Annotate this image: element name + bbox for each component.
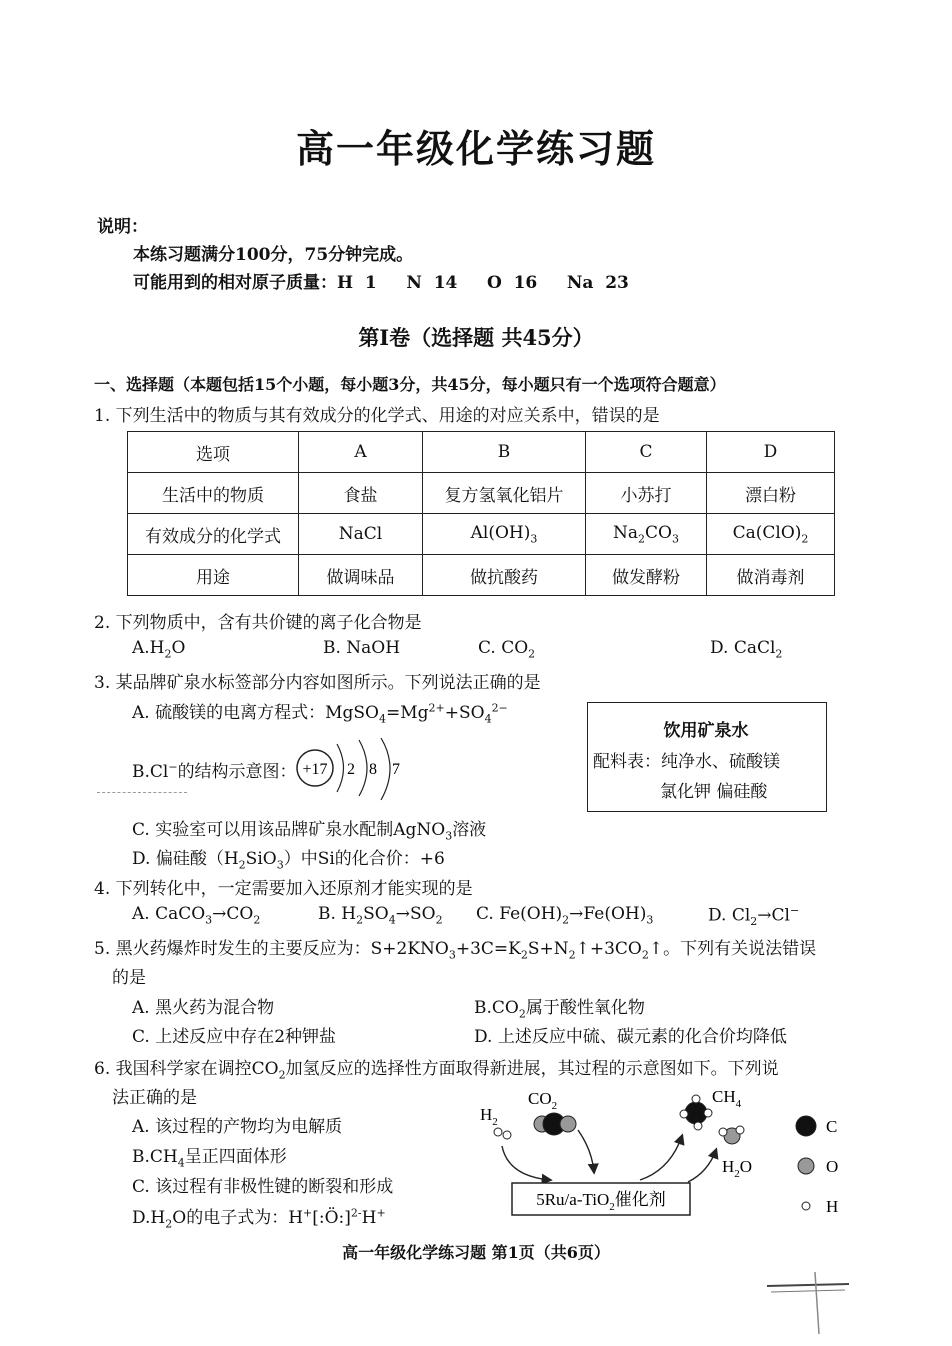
legend-o-atom xyxy=(798,1158,814,1174)
subscript: 2 xyxy=(165,1217,173,1231)
subscript: 2 xyxy=(435,913,443,927)
q2-option-a xyxy=(132,638,185,660)
q3-option-a xyxy=(132,698,508,725)
subscript: 2 xyxy=(568,948,576,962)
q3-option-c xyxy=(132,815,486,842)
legend-o-label: O xyxy=(826,1157,839,1176)
catalyst-label: 5Ru/a-TiO$_2$催化剂 xyxy=(536,1190,666,1213)
section-title: 第Ⅰ卷（选择题 共45分） xyxy=(358,325,594,350)
option-text: A. CaCO xyxy=(132,904,206,924)
notes-line2: 可能用到的相对原子质量：H 1 N 14 O 16 Na 23 xyxy=(133,273,629,293)
subscript: 2 xyxy=(356,913,364,927)
legend-h-label: H xyxy=(826,1197,839,1216)
stem-text: ↑。下列有关说法错误 xyxy=(648,939,817,959)
table-cell: 漂白粉 xyxy=(707,473,835,514)
option-text: 的结构示意图： xyxy=(177,762,297,782)
table-cell: 小苏打 xyxy=(586,473,707,514)
subscript: 2 xyxy=(253,913,261,927)
option-text: D. CaCl xyxy=(710,638,776,658)
q4-stem: 4. 下列转化中，一定需要加入还原剂才能实现的是 xyxy=(94,879,473,899)
subscript: 3 xyxy=(205,913,213,927)
table-row xyxy=(128,555,835,596)
option-text: C. 实验室可以用该品牌矿泉水配制AgNO xyxy=(132,820,446,840)
shell-count: 7 xyxy=(392,761,400,778)
option-text: SO xyxy=(363,904,389,924)
h2-label: $H_2$ xyxy=(480,1105,498,1128)
option-text: A. 硫酸镁的电离方程式：MgSO xyxy=(132,703,379,723)
option-text: D.H xyxy=(132,1208,166,1228)
table-cell: A xyxy=(299,432,423,473)
subscript: 2 xyxy=(278,1068,286,1082)
q3-option-d xyxy=(132,844,445,871)
q5-option-b xyxy=(474,993,645,1020)
h-atom xyxy=(719,1128,727,1136)
h-atom xyxy=(494,1128,502,1136)
q2-option-c xyxy=(478,638,535,660)
option-text: O的电子式为：H xyxy=(172,1208,304,1228)
superscript: − xyxy=(789,904,800,917)
option-text: SiO xyxy=(245,849,277,869)
reaction-diagram xyxy=(470,1080,870,1230)
q6-option-b xyxy=(132,1142,287,1169)
subscript: 4 xyxy=(378,712,386,726)
table-cell xyxy=(707,514,835,555)
subscript: 3 xyxy=(445,829,453,843)
q5-option-d: D. 上述反应中硫、碳元素的化合价均降低 xyxy=(474,1027,787,1047)
table-cell: B xyxy=(423,432,586,473)
table-row xyxy=(128,473,835,514)
option-text: [:Ö:] xyxy=(312,1208,351,1228)
table-cell: D xyxy=(707,432,835,473)
option-text: =Mg xyxy=(385,703,429,723)
shell-arc-1 xyxy=(337,744,344,792)
page-footer: 高一年级化学练习题 第1页（共6页） xyxy=(342,1243,610,1262)
subscript: 2 xyxy=(638,532,646,546)
option-text: →Cl xyxy=(757,905,790,926)
table-cell: 用途 xyxy=(128,555,299,596)
table-cell: 做发酵粉 xyxy=(586,555,707,596)
table-cell: 做抗酸药 xyxy=(423,555,586,596)
table-cell: C xyxy=(586,432,707,473)
h-atom xyxy=(503,1131,511,1139)
ch4-label: $CH_4$ xyxy=(712,1087,742,1110)
part1-heading-text: 一、选择题（本题包括15个小题，每小题3分，共45分，每小题只有一个选项符合题意） xyxy=(94,375,726,394)
q3-stem: 3. 某品牌矿泉水标签部分内容如图所示。下列说法正确的是 xyxy=(94,673,541,693)
superscript: 2− xyxy=(491,701,508,715)
label-title: 饮用矿泉水 xyxy=(663,721,749,741)
shell-count: 8 xyxy=(369,761,377,778)
option-text: C. CO xyxy=(478,638,529,658)
subscript: 3 xyxy=(671,532,679,546)
stem-text: 加氢反应的选择性方面取得新进展，其过程的示意图如下。下列说 xyxy=(285,1059,779,1079)
legend-h-atom xyxy=(802,1202,810,1210)
option-text: D. 偏硅酸（H xyxy=(132,849,239,869)
formula: Ca(ClO) xyxy=(732,522,802,543)
q1-table xyxy=(127,431,835,596)
part1-heading xyxy=(94,372,726,395)
formula: CO xyxy=(645,522,672,543)
option-text: →SO xyxy=(395,904,436,924)
subscript: 2 xyxy=(164,647,172,661)
option-text: 溶液 xyxy=(452,820,487,840)
table-row xyxy=(128,514,835,555)
page-title: 高一年级化学练习题 xyxy=(295,126,656,171)
q5-option-a: A. 黑火药为混合物 xyxy=(132,998,275,1018)
subscript: 2 xyxy=(238,858,246,872)
q4-option-c xyxy=(476,904,653,926)
option-text: B.CO xyxy=(474,998,519,1018)
h-atom xyxy=(736,1126,744,1134)
q4-option-a xyxy=(132,904,260,926)
superscript: 2- xyxy=(350,1206,362,1220)
option-text: 呈正四面体形 xyxy=(184,1147,287,1167)
table-cell: 复方氢氧化铝片 xyxy=(423,473,586,514)
subscript: 3 xyxy=(276,858,284,872)
table-cell: 做消毒剂 xyxy=(707,555,835,596)
arrow xyxy=(502,1146,550,1180)
stem-text: 5. 黑火药爆炸时发生的主要反应为：S+2KNO xyxy=(94,939,449,959)
q2-option-b: B. NaOH xyxy=(323,638,401,658)
q5-option-c: C. 上述反应中存在2种钾盐 xyxy=(132,1027,337,1047)
nucleus-label: +17 xyxy=(302,761,328,778)
h-atom xyxy=(692,1095,700,1103)
q6-option-d xyxy=(132,1203,386,1230)
q3-option-b xyxy=(132,757,297,782)
table-cell: 食盐 xyxy=(299,473,423,514)
q6-option-c: C. 该过程有非极性键的断裂和形成 xyxy=(132,1177,394,1197)
table-cell: 有效成分的化学式 xyxy=(128,514,299,555)
table-cell: 选项 xyxy=(128,432,299,473)
option-text: C. Fe(OH) xyxy=(476,904,563,924)
h-atom xyxy=(694,1122,702,1130)
option-text: B. H xyxy=(318,904,357,924)
label-line1: 配料表：纯净水、硫酸镁 xyxy=(593,752,780,772)
shell-arc-2 xyxy=(359,740,367,796)
co2-label: $CO_2$ xyxy=(528,1089,558,1112)
option-text: →CO xyxy=(212,904,254,924)
q2-option-d xyxy=(710,638,782,660)
stray-mark xyxy=(97,792,187,793)
subscript: 2 xyxy=(520,948,528,962)
q6-stem-line2: 法正确的是 xyxy=(112,1088,197,1108)
q5-stem xyxy=(94,934,816,961)
q1-stem: 1. 下列生活中的物质与其有效成分的化学式、用途的对应关系中，错误的是 xyxy=(94,406,660,426)
subscript: 3 xyxy=(530,532,538,546)
q5-stem-line2: 的是 xyxy=(112,968,146,988)
table-row xyxy=(128,432,835,473)
o-atom xyxy=(560,1116,576,1132)
stem-text: +3C=K xyxy=(455,939,521,959)
stem-text: ↑+3CO xyxy=(575,939,642,959)
superscript: − xyxy=(168,760,178,774)
formula: Al(OH) xyxy=(470,522,531,543)
pencil-mark xyxy=(765,1268,855,1338)
notes-line1: 本练习题满分100分，75分钟完成。 xyxy=(133,245,414,265)
subscript: 2 xyxy=(801,532,809,546)
subscript: 4 xyxy=(177,1156,185,1170)
shell-count: 2 xyxy=(347,761,355,778)
subscript: 3 xyxy=(646,913,654,927)
superscript: + xyxy=(376,1206,386,1220)
stem-text: 6. 我国科学家在调控CO xyxy=(94,1059,279,1079)
option-text: ）中Si的化合价：+6 xyxy=(283,849,445,869)
formula: Na xyxy=(613,522,639,543)
option-text: →Fe(OH) xyxy=(569,904,647,924)
shell-arc-3 xyxy=(381,738,390,800)
arrow xyxy=(640,1136,682,1180)
superscript: + xyxy=(303,1206,313,1220)
h-atom xyxy=(704,1109,712,1117)
option-text: D. Cl xyxy=(708,905,751,926)
label-line2: 氯化钾 偏硅酸 xyxy=(660,782,768,802)
table-cell xyxy=(586,514,707,555)
table-cell: NaCl xyxy=(299,514,423,555)
subscript: 2 xyxy=(775,647,783,661)
option-text: +SO xyxy=(444,703,485,723)
table-cell: 做调味品 xyxy=(299,555,423,596)
subscript: 2 xyxy=(518,1007,526,1021)
legend-c-label: C xyxy=(826,1117,838,1136)
q4-option-d xyxy=(708,904,799,928)
h2o-label: $H_2O$ xyxy=(722,1157,753,1180)
option-text: B.CH xyxy=(132,1147,178,1167)
subscript: 4 xyxy=(484,712,492,726)
table-cell xyxy=(423,514,586,555)
table-cell: 生活中的物质 xyxy=(128,473,299,514)
q4-option-b xyxy=(318,904,443,926)
subscript: 3 xyxy=(448,948,456,962)
option-text: A.H xyxy=(132,638,165,658)
q6-option-a: A. 该过程的产物均为电解质 xyxy=(132,1117,343,1137)
option-text: 属于酸性氧化物 xyxy=(525,998,645,1018)
q2-stem: 2. 下列物质中，含有共价键的离子化合物是 xyxy=(94,613,422,633)
subscript: 2 xyxy=(562,913,570,927)
superscript: 2+ xyxy=(428,701,445,715)
subscript: 2 xyxy=(750,915,758,929)
atom-structure-diagram xyxy=(295,738,415,808)
q6-stem xyxy=(94,1054,779,1081)
subscript: 2 xyxy=(641,948,649,962)
option-text: O xyxy=(171,638,186,658)
option-text: B.Cl xyxy=(132,762,169,782)
stem-text: S+N xyxy=(527,939,569,959)
legend-c-atom xyxy=(796,1116,816,1136)
notes-heading: 说明： xyxy=(97,217,148,237)
arrow xyxy=(578,1130,594,1172)
h-atom xyxy=(680,1110,688,1118)
option-text: H xyxy=(361,1208,377,1228)
subscript: 4 xyxy=(388,913,396,927)
subscript: 2 xyxy=(528,647,536,661)
arrow xyxy=(688,1150,716,1182)
